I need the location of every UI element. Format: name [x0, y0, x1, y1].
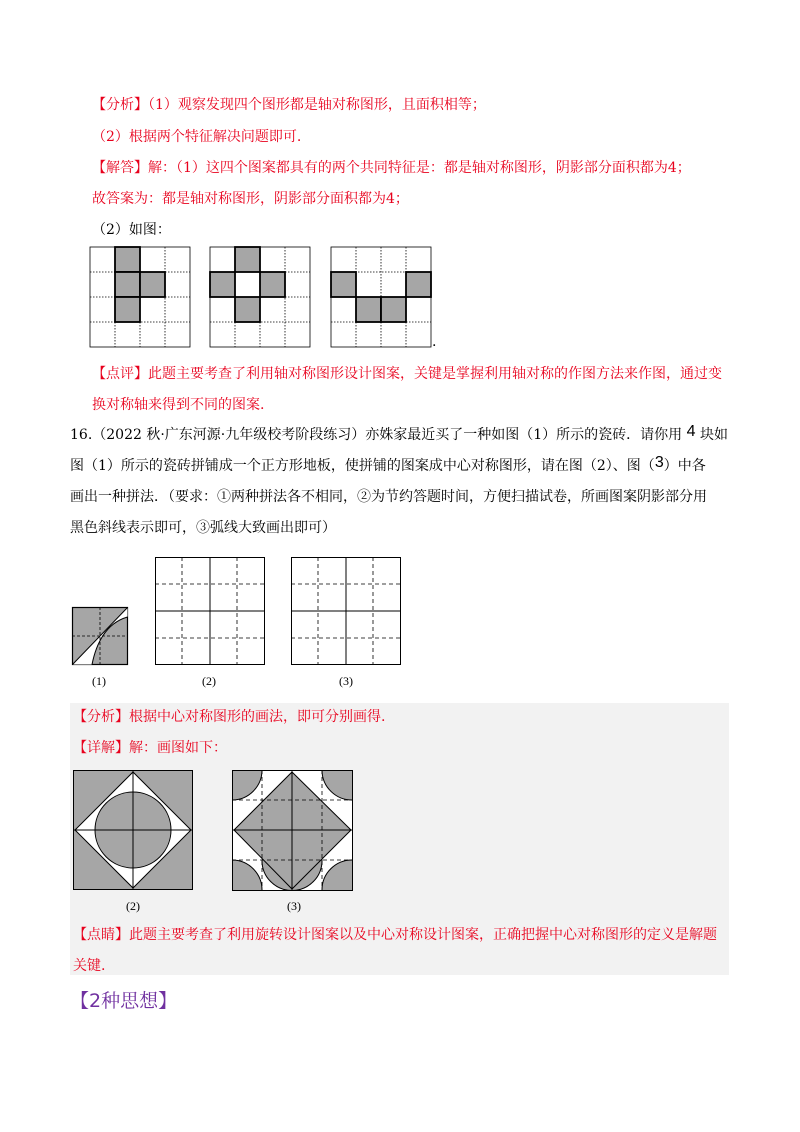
- answer-line-2: 故答案为：都是轴对称图形，阴影部分面积都为4；: [92, 191, 409, 207]
- fig-label-3: (3): [339, 674, 353, 688]
- analysis-line-1: [92, 95, 486, 115]
- answer-text-1: 解：（1）这四个图案都具有的两个共同特征是：都是轴对称图形，阴影部分面积都为4；: [148, 160, 691, 176]
- period-mark: .: [432, 334, 437, 350]
- comment-line-2: 换对称轴来得到不同的图案.: [92, 397, 265, 413]
- grid-figure-3: [331, 247, 431, 347]
- comment-line-1: [92, 364, 722, 384]
- analysis-line-2: （2）根据两个特征解决问题即可.: [92, 129, 302, 145]
- analysis-text-1: （1）观察发现四个图形都是轴对称图形，且面积相等；: [148, 97, 486, 113]
- tile-figure-1: [72, 607, 128, 665]
- comment16-text-1: 此题主要考查了利用旋转设计图案以及中心对称设计图案，正确把握中心对称图形的定义是解题: [129, 927, 717, 943]
- detail16-tag: 【详解】: [73, 740, 129, 756]
- question-line-4: 黑色斜线表示即可，③弧线大致画出即可）: [70, 520, 336, 536]
- analysis16-tag: 【分析】: [73, 709, 129, 725]
- answer-fig-label-3: (3): [287, 899, 301, 913]
- question-text-2b: ）中各: [663, 458, 706, 474]
- fig-label-2: (2): [202, 674, 216, 688]
- tile-figure-2: [155, 557, 265, 665]
- question-line-3: 画出一种拼法．（要求：①两种拼法各不相同，②为节约答题时间，方便扫描试卷，所画图案阴影部分用: [70, 489, 707, 505]
- answer-tag: 【解答】: [92, 160, 148, 176]
- comment16-tag: 【点睛】: [73, 927, 129, 943]
- grid-figure-2: [210, 247, 310, 347]
- answer-line-3: （2）如图：: [92, 222, 171, 238]
- analysis16-line: [73, 707, 385, 727]
- comment-text-1: 此题主要考查了利用轴对称图形设计图案，关键是掌握利用轴对称的作图方法来作图，通过变: [148, 366, 722, 382]
- answer-figure-3: [232, 770, 353, 891]
- grid-figure-1: [90, 247, 190, 347]
- answer-figure-2: [73, 770, 193, 890]
- fig-label-1: (1): [92, 674, 106, 688]
- question-num-4: 4: [686, 423, 696, 440]
- comment16-line-1: [73, 925, 717, 945]
- comment-tag: 【点评】: [92, 366, 148, 382]
- question-line-1: [70, 425, 728, 445]
- section-heading: 【2种思想】: [70, 990, 178, 1012]
- detail16-text: 解：画图如下：: [129, 740, 227, 756]
- question-num-3: 3: [654, 454, 664, 471]
- tile-figure-3: [291, 557, 401, 665]
- question-text-2a: 图（1）所示的瓷砖拼铺成一个正方形地板，使拼铺的图案成中心对称图形，请在图（2）、图（: [70, 458, 655, 474]
- answer-fig-label-2: (2): [126, 899, 140, 913]
- question-text-1-tail: 块如: [699, 427, 728, 443]
- question-line-2: [70, 456, 706, 476]
- comment16-line-2: 关键.: [73, 958, 106, 974]
- detail16-line: [73, 738, 227, 758]
- analysis16-text: 根据中心对称图形的画法，即可分别画得.: [129, 709, 386, 725]
- analysis-tag: 【分析】: [92, 97, 148, 113]
- answer-line-1: [92, 158, 691, 178]
- question-text-1: 16.（2022 秋·广东河源·九年级校考阶段练习）亦姝家最近买了一种如图（1）所示的瓷砖．请你用: [70, 427, 683, 443]
